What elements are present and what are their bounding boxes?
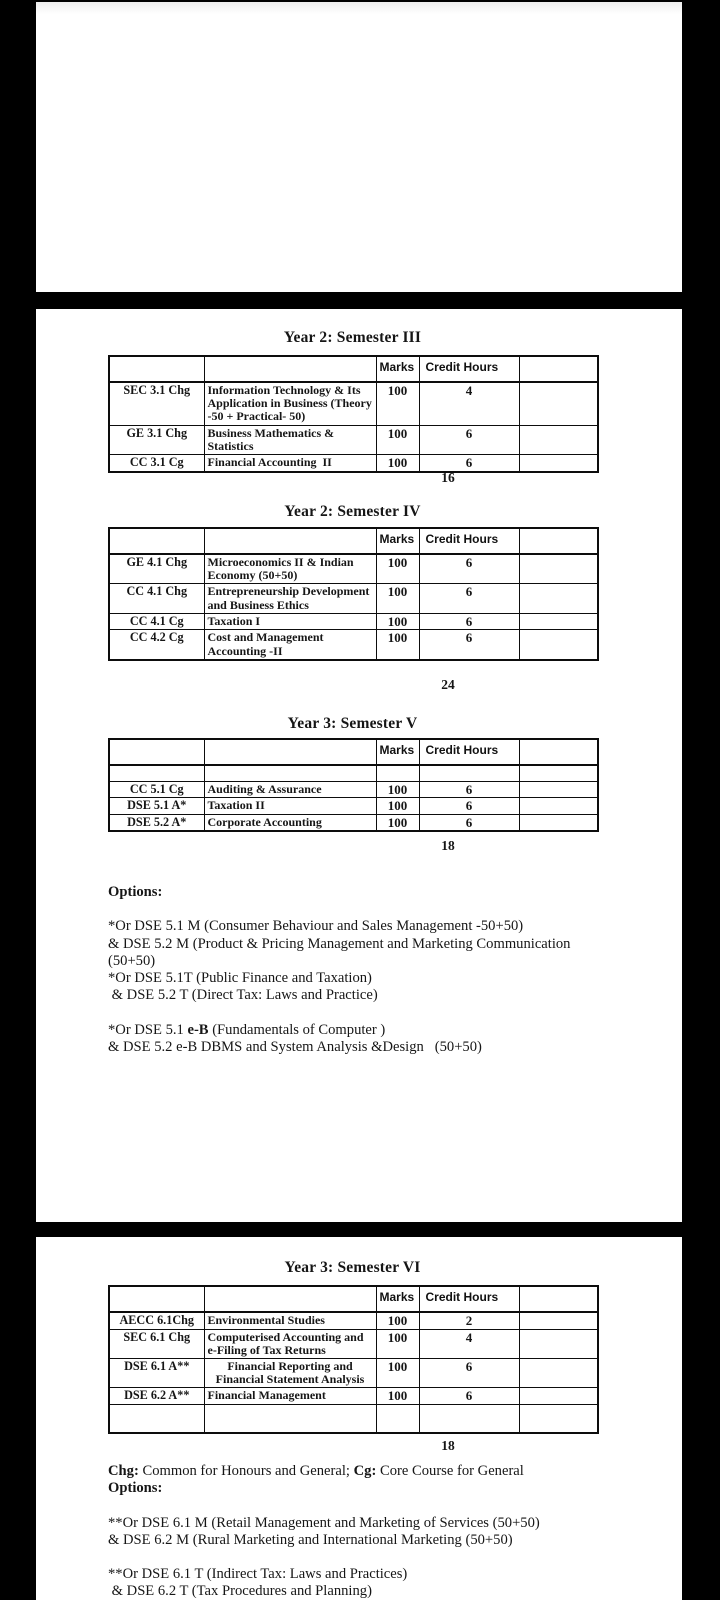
text-segment: & DSE 5.2 M (Product & Pricing Management and Marketing Communication <box>108 935 571 952</box>
text-line <box>108 1497 623 1514</box>
note-cell <box>519 455 598 472</box>
course-title-cell <box>204 765 376 781</box>
text-line <box>108 1532 623 1549</box>
table-header-row <box>109 739 598 765</box>
credit-hours-cell: 4 <box>419 382 519 425</box>
course-title-cell: Entrepreneurship Development and Business Ethics <box>204 584 376 613</box>
text-segment: *Or DSE 5.1 <box>108 1021 188 1038</box>
semester-5-course-table <box>108 738 599 832</box>
course-title-cell: Corporate Accounting <box>204 814 376 831</box>
credit-hours-cell <box>419 765 519 781</box>
text-line <box>108 884 623 901</box>
note-cell <box>519 425 598 454</box>
course-title-cell: Financial Management <box>204 1388 376 1405</box>
semester-3-total-credits: 16 <box>441 470 455 485</box>
text-line <box>108 936 623 953</box>
pdf-page-3 <box>36 1237 682 1600</box>
note-cell <box>519 1312 598 1329</box>
column-header-credit-hours: Credit Hours <box>419 739 519 765</box>
table-row <box>109 584 598 613</box>
course-title-cell: Auditing & Assurance <box>204 781 376 798</box>
bold-text-segment: e-B <box>187 1021 209 1038</box>
note-cell <box>519 798 598 815</box>
course-code-cell: CC 4.1 Cg <box>109 613 204 630</box>
table-row <box>109 554 598 584</box>
credit-hours-cell: 6 <box>419 584 519 613</box>
note-cell <box>519 584 598 613</box>
course-code-cell <box>109 1404 204 1433</box>
marks-cell: 100 <box>376 584 419 613</box>
column-header-blank <box>204 739 376 765</box>
table-row <box>109 630 598 660</box>
note-cell <box>519 1404 598 1433</box>
marks-cell: 100 <box>376 455 419 472</box>
column-header-blank <box>204 528 376 554</box>
pdf-page-1 <box>36 2 682 292</box>
course-code-cell: CC 3.1 Cg <box>109 455 204 472</box>
column-header-blank <box>204 1286 376 1312</box>
note-cell <box>519 1358 598 1387</box>
text-line <box>108 953 623 970</box>
course-title-cell: Financial Accounting II <box>204 455 376 472</box>
bold-text-segment: Options: <box>108 884 163 900</box>
text-line <box>108 1022 623 1039</box>
table-header-row <box>109 1286 598 1312</box>
course-title-cell: Taxation II <box>204 798 376 815</box>
column-header-credit-hours: Credit Hours <box>419 528 519 554</box>
text-line <box>108 918 623 935</box>
column-header-blank <box>109 356 204 382</box>
marks-cell <box>376 1404 419 1433</box>
bold-text-segment: Options: <box>108 1480 163 1497</box>
text-segment: *Or DSE 5.1 M (Consumer Behaviour and Sales Management -50+50) <box>108 918 524 935</box>
column-header-blank <box>519 356 598 382</box>
marks-cell: 100 <box>376 554 419 584</box>
column-header-blank <box>109 739 204 765</box>
credit-hours-cell: 6 <box>419 798 519 815</box>
text-segment: Common for Honours and General; <box>138 1463 354 1479</box>
semester-6-notes-text <box>108 1463 623 1600</box>
table-row <box>109 613 598 630</box>
course-code-cell: DSE 6.1 A** <box>109 1358 204 1387</box>
course-title-cell <box>204 1404 376 1433</box>
column-header-marks: Marks <box>376 356 419 382</box>
credit-hours-cell: 6 <box>419 630 519 660</box>
marks-cell: 100 <box>376 1312 419 1329</box>
marks-cell: 100 <box>376 630 419 660</box>
column-header-marks: Marks <box>376 1286 419 1312</box>
marks-cell: 100 <box>376 814 419 831</box>
semester-6-total-credits: 18 <box>441 1438 455 1453</box>
marks-cell: 100 <box>376 1388 419 1405</box>
text-segment: & DSE 5.2 e-B DBMS and System Analysis &Design (50+50) <box>108 1038 482 1055</box>
column-header-blank <box>519 528 598 554</box>
table-header-row <box>109 528 598 554</box>
course-title-cell: Computerised Accounting and e-Filing of Tax Returns <box>204 1329 376 1358</box>
table-row <box>109 798 598 815</box>
note-cell <box>519 781 598 798</box>
text-line <box>108 901 623 918</box>
text-line <box>108 1549 623 1566</box>
credit-hours-cell: 6 <box>419 814 519 831</box>
semester-5-title: Year 3: Semester V <box>287 715 418 732</box>
course-code-cell: CC 5.1 Cg <box>109 781 204 798</box>
course-title-cell: Cost and Management Accounting -II <box>204 630 376 660</box>
table-row <box>109 1388 598 1405</box>
marks-cell: 100 <box>376 1329 419 1358</box>
course-code-cell: GE 4.1 Chg <box>109 554 204 584</box>
semester-6-course-table <box>108 1285 599 1434</box>
semester-3-title: Year 2: Semester III <box>283 329 422 346</box>
course-code-cell: DSE 5.2 A* <box>109 814 204 831</box>
note-cell <box>519 1329 598 1358</box>
text-line <box>108 1583 623 1600</box>
semester-6-title: Year 3: Semester VI <box>284 1259 421 1276</box>
column-header-blank <box>204 356 376 382</box>
semester-5-options-text <box>108 884 623 1056</box>
course-title-cell: Microeconomics II & Indian Economy (50+50) <box>204 554 376 584</box>
credit-hours-cell: 6 <box>419 1358 519 1387</box>
marks-cell: 100 <box>376 425 419 454</box>
bold-text-segment: Chg: <box>108 1463 139 1479</box>
table-row <box>109 1404 598 1433</box>
course-code-cell: CC 4.1 Chg <box>109 584 204 613</box>
text-line <box>108 1566 623 1583</box>
semester-4-total-credits: 24 <box>441 677 455 692</box>
text-line <box>108 1039 623 1056</box>
text-line <box>108 1004 623 1021</box>
marks-cell: 100 <box>376 1358 419 1387</box>
table-row <box>109 425 598 454</box>
text-segment: (50+50) <box>108 952 156 969</box>
semester-5-total-credits: 18 <box>441 838 455 853</box>
column-header-blank <box>519 1286 598 1312</box>
column-header-credit-hours: Credit Hours <box>419 356 519 382</box>
text-line <box>108 1480 623 1497</box>
course-code-cell: AECC 6.1Chg <box>109 1312 204 1329</box>
course-code-cell: CC 4.2 Cg <box>109 630 204 660</box>
column-header-marks: Marks <box>376 528 419 554</box>
credit-hours-cell: 6 <box>419 1388 519 1405</box>
course-code-cell: SEC 3.1 Chg <box>109 382 204 425</box>
marks-cell: 100 <box>376 382 419 425</box>
table-row <box>109 814 598 831</box>
text-segment: & DSE 5.2 T (Direct Tax: Laws and Practice) <box>108 987 378 1004</box>
table-row <box>109 455 598 472</box>
credit-hours-cell: 4 <box>419 1329 519 1358</box>
course-code-cell: GE 3.1 Chg <box>109 425 204 454</box>
course-title-cell: Information Technology & Its Application in Business (Theory -50 + Practical- 50) <box>204 382 376 425</box>
course-title-cell: Business Mathematics & Statistics <box>204 425 376 454</box>
credit-hours-cell: 6 <box>419 613 519 630</box>
bold-text-segment: Cg: <box>353 1463 377 1479</box>
credit-hours-cell: 6 <box>419 554 519 584</box>
table-row <box>109 765 598 781</box>
note-cell <box>519 630 598 660</box>
table-header-row <box>109 356 598 382</box>
table-row <box>109 382 598 425</box>
text-line <box>108 1515 623 1532</box>
text-line <box>108 1463 623 1480</box>
table-row <box>109 1358 598 1387</box>
text-line <box>108 987 623 1004</box>
credit-hours-cell: 6 <box>419 425 519 454</box>
note-cell <box>519 765 598 781</box>
marks-cell: 100 <box>376 613 419 630</box>
course-code-cell: SEC 6.1 Chg <box>109 1329 204 1358</box>
column-header-blank <box>519 739 598 765</box>
course-title-cell: Financial Reporting and Financial Statement Analysis <box>204 1358 376 1387</box>
table-row <box>109 1329 598 1358</box>
note-cell <box>519 554 598 584</box>
marks-cell <box>376 765 419 781</box>
semester-4-course-table <box>108 527 599 661</box>
credit-hours-cell: 2 <box>419 1312 519 1329</box>
course-code-cell <box>109 765 204 781</box>
table-row <box>109 1312 598 1329</box>
text-segment: Core Course for General <box>376 1463 524 1479</box>
text-segment: & DSE 6.2 T (Tax Procedures and Planning) <box>108 1583 372 1600</box>
text-segment: (Fundamentals of Computer ) <box>208 1021 386 1038</box>
text-segment: **Or DSE 6.1 T (Indirect Tax: Laws and Practices) <box>108 1566 408 1583</box>
column-header-marks: Marks <box>376 739 419 765</box>
column-header-credit-hours: Credit Hours <box>419 1286 519 1312</box>
course-code-cell: DSE 6.2 A** <box>109 1388 204 1405</box>
table-row <box>109 781 598 798</box>
pdf-page-2 <box>36 309 682 1222</box>
note-cell <box>519 814 598 831</box>
note-cell <box>519 382 598 425</box>
text-segment: **Or DSE 6.1 M (Retail Management and Marketing of Services (50+50) <box>108 1514 540 1531</box>
credit-hours-cell <box>419 1404 519 1433</box>
credit-hours-cell: 6 <box>419 455 519 472</box>
course-code-cell: DSE 5.1 A* <box>109 798 204 815</box>
column-header-blank <box>109 1286 204 1312</box>
note-cell <box>519 613 598 630</box>
course-title-cell: Environmental Studies <box>204 1312 376 1329</box>
text-segment: & DSE 6.2 M (Rural Marketing and International Marketing (50+50) <box>108 1531 513 1548</box>
semester-4-title: Year 2: Semester IV <box>284 503 421 520</box>
note-cell <box>519 1388 598 1405</box>
marks-cell: 100 <box>376 781 419 798</box>
semester-3-course-table <box>108 355 599 473</box>
credit-hours-cell: 6 <box>419 781 519 798</box>
text-segment: *Or DSE 5.1T (Public Finance and Taxation) <box>108 970 372 986</box>
column-header-blank <box>109 528 204 554</box>
marks-cell: 100 <box>376 798 419 815</box>
course-title-cell: Taxation I <box>204 613 376 630</box>
text-line <box>108 970 623 987</box>
